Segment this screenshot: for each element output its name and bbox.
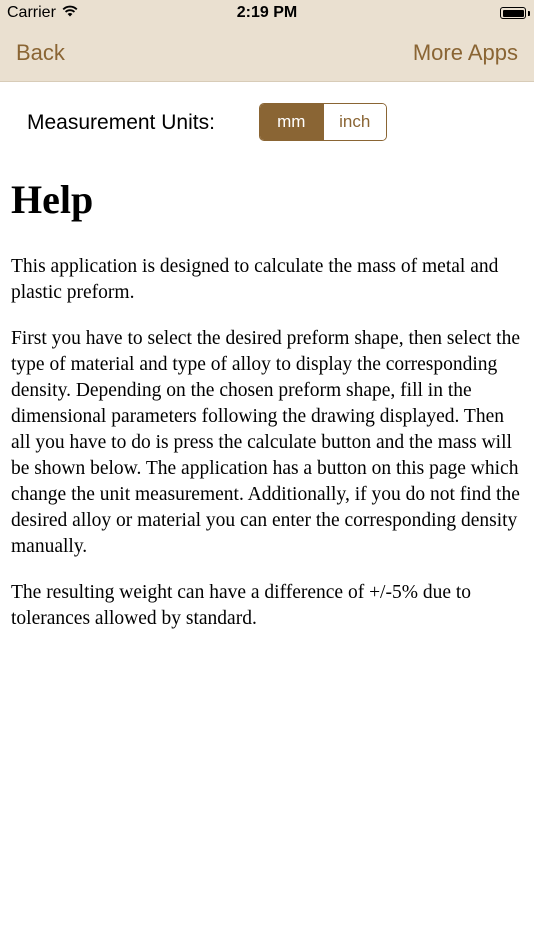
page-title: Help (11, 177, 94, 222)
battery-level (503, 10, 524, 17)
battery-tip (528, 11, 530, 16)
status-bar (0, 0, 534, 26)
measurement-units-row (0, 103, 534, 141)
status-time: 2:19 PM (236, 4, 298, 21)
more-apps-button[interactable]: More Apps (412, 40, 518, 65)
help-paragraph: The resulting weight can have a difference of +/-5% due to tolerances allowed by standard. (11, 582, 472, 629)
help-content (11, 176, 521, 652)
unit-option-mm[interactable]: mm (260, 104, 323, 140)
units-segmented-control[interactable] (259, 103, 387, 141)
carrier-label: Carrier (7, 4, 56, 21)
unit-option-inch[interactable]: inch (323, 104, 387, 140)
help-paragraph: This application is designed to calculate the mass of metal and plastic preform. (11, 256, 499, 303)
navigation-bar (0, 26, 534, 82)
help-paragraph: First you have to select the desired preform shape, then select the type of material and type of alloy to display the corresponding density. Depending on the chosen preform shape, fill in the dimensional parameters following the drawing displayed. Then all you have to do is press the calculate button and the mass will be shown below. The application has a button on this page which change the unit measurement. Additionally, if you do not find the desired alloy or material you can enter the corresponding density manually. (11, 328, 520, 557)
measurement-units-label: Measurement Units: (27, 111, 215, 134)
battery-icon (500, 7, 526, 19)
back-button[interactable]: Back (16, 40, 65, 65)
